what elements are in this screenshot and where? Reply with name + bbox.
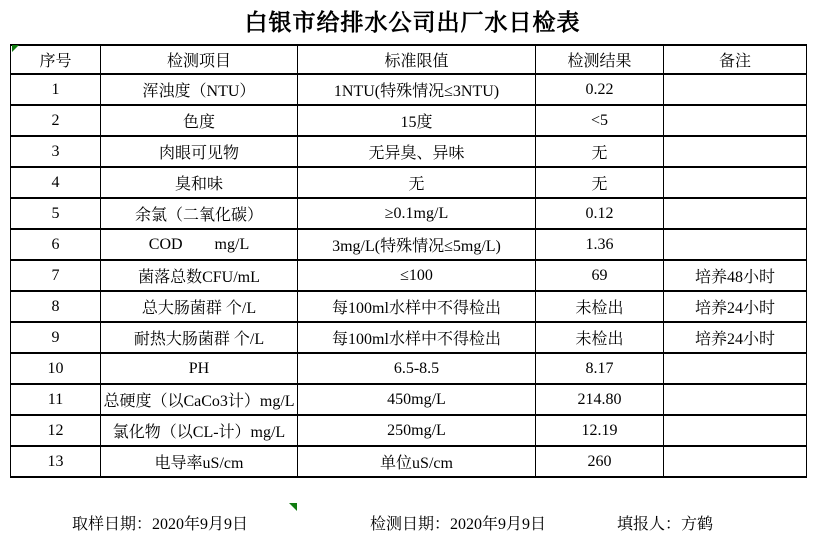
note-cell — [664, 105, 807, 136]
footer — [0, 511, 825, 535]
row-number-cell: 10 — [11, 353, 101, 384]
table-row — [11, 291, 807, 322]
item-cell: 臭和味 — [101, 167, 298, 198]
result-cell: 未检出 — [536, 322, 664, 353]
limit-cell: 每100ml水样中不得检出 — [298, 291, 536, 322]
note-cell: 培养24小时 — [664, 291, 807, 322]
header-limit: 标准限值 — [298, 45, 536, 74]
table-row — [11, 136, 807, 167]
limit-cell: 每100ml水样中不得检出 — [298, 322, 536, 353]
limit-cell: 15度 — [298, 105, 536, 136]
limit-cell: ≤100 — [298, 260, 536, 291]
note-cell — [664, 353, 807, 384]
result-cell: 无 — [536, 167, 664, 198]
row-number-cell: 11 — [11, 384, 101, 415]
row-number-cell: 9 — [11, 322, 101, 353]
note-cell — [664, 198, 807, 229]
table-row — [11, 260, 807, 291]
water-quality-table — [10, 44, 807, 478]
row-number-cell: 2 — [11, 105, 101, 136]
table-row — [11, 384, 807, 415]
note-cell — [664, 74, 807, 105]
reporter-label: 填报人：方鹤 — [617, 516, 714, 533]
table-row — [11, 353, 807, 384]
limit-cell: 1NTU(特殊情况≤3NTU) — [298, 74, 536, 105]
item-cell: 电导率uS/cm — [101, 446, 298, 477]
note-cell — [664, 136, 807, 167]
header-result: 检测结果 — [536, 45, 664, 74]
row-number-cell: 13 — [11, 446, 101, 477]
result-cell: 214.80 — [536, 384, 664, 415]
table-row — [11, 446, 807, 477]
header-no: 序号 — [11, 45, 101, 74]
result-cell: <5 — [536, 105, 664, 136]
note-cell — [664, 415, 807, 446]
testing-date-label: 检测日期：2020年9月9日 — [370, 516, 547, 533]
item-cell: PH — [101, 353, 298, 384]
table-row — [11, 322, 807, 353]
row-number-cell: 12 — [11, 415, 101, 446]
table-row — [11, 74, 807, 105]
header-note: 备注 — [664, 45, 807, 74]
result-cell: 0.12 — [536, 198, 664, 229]
row-number-cell: 6 — [11, 229, 101, 260]
limit-cell: ≥0.1mg/L — [298, 198, 536, 229]
table-row — [11, 229, 807, 260]
item-cell: 耐热大肠菌群 个/L — [101, 322, 298, 353]
item-cell: 浑浊度（NTU） — [101, 74, 298, 105]
result-cell: 0.22 — [536, 74, 664, 105]
row-number-cell: 7 — [11, 260, 101, 291]
item-cell: 余氯（二氧化碳） — [101, 198, 298, 229]
row-number-cell: 1 — [11, 74, 101, 105]
note-cell: 培养48小时 — [664, 260, 807, 291]
result-cell: 69 — [536, 260, 664, 291]
item-cell: 氯化物（以CL-计）mg/L — [101, 415, 298, 446]
limit-cell: 450mg/L — [298, 384, 536, 415]
limit-cell: 无 — [298, 167, 536, 198]
result-cell: 1.36 — [536, 229, 664, 260]
limit-cell: 单位uS/cm — [298, 446, 536, 477]
result-cell: 260 — [536, 446, 664, 477]
item-cell: 菌落总数CFU/mL — [101, 260, 298, 291]
note-cell — [664, 167, 807, 198]
item-cell: 肉眼可见物 — [101, 136, 298, 167]
limit-cell: 6.5-8.5 — [298, 353, 536, 384]
table-header-row — [11, 45, 807, 74]
excel-error-flag-icon — [12, 45, 19, 52]
limit-cell: 无异臭、异味 — [298, 136, 536, 167]
note-cell — [664, 446, 807, 477]
row-number-cell: 8 — [11, 291, 101, 322]
header-item: 检测项目 — [101, 45, 298, 74]
page-title: 白银市给排水公司出厂水日检表 — [244, 10, 581, 35]
sampling-date-label: 取样日期：2020年9月9日 — [72, 516, 249, 533]
result-cell: 无 — [536, 136, 664, 167]
limit-cell: 250mg/L — [298, 415, 536, 446]
note-cell — [664, 229, 807, 260]
excel-marker-icon — [289, 503, 297, 511]
item-cell: COD mg/L — [101, 229, 298, 260]
note-cell: 培养24小时 — [664, 322, 807, 353]
item-cell: 总大肠菌群 个/L — [101, 291, 298, 322]
item-cell: 总硬度（以CaCo3计）mg/L — [101, 384, 298, 415]
item-cell: 色度 — [101, 105, 298, 136]
row-number-cell: 4 — [11, 167, 101, 198]
note-cell — [664, 384, 807, 415]
table-row — [11, 167, 807, 198]
table-row — [11, 198, 807, 229]
table-row — [11, 415, 807, 446]
row-number-cell: 5 — [11, 198, 101, 229]
limit-cell: 3mg/L(特殊情况≤5mg/L) — [298, 229, 536, 260]
result-cell: 8.17 — [536, 353, 664, 384]
result-cell: 未检出 — [536, 291, 664, 322]
result-cell: 12.19 — [536, 415, 664, 446]
row-number-cell: 3 — [11, 136, 101, 167]
table-row — [11, 105, 807, 136]
